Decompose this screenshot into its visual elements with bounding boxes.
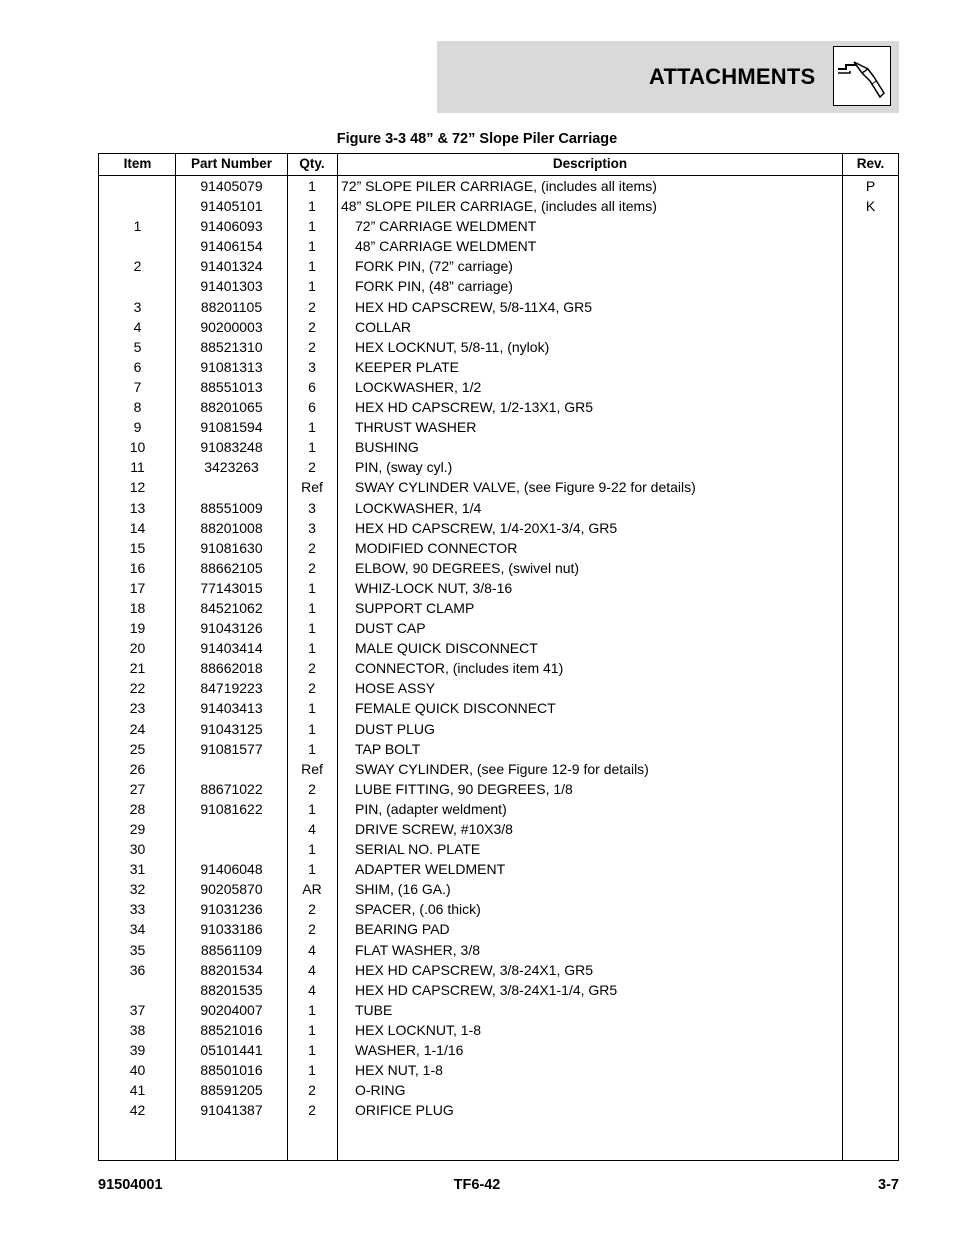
- table-row: [99, 417, 898, 437]
- qty-cell: 4: [308, 961, 316, 978]
- part-number-cell: 91406048: [200, 861, 263, 878]
- qty-cell: 1: [308, 599, 316, 616]
- qty-cell: 1: [308, 278, 316, 295]
- item-cell: 14: [129, 519, 146, 536]
- qty-cell: 1: [308, 620, 316, 637]
- part-number-cell: 88521310: [200, 338, 263, 355]
- qty-cell: 1: [308, 218, 316, 235]
- qty-cell: 1: [308, 198, 316, 215]
- description-cell: FORK PIN, (48” carriage): [355, 278, 513, 295]
- table-row: [99, 779, 898, 799]
- table-row: [99, 236, 898, 256]
- item-cell: 11: [130, 459, 145, 476]
- description-cell: WHIZ-LOCK NUT, 3/8-16: [355, 579, 513, 596]
- description-cell: SERIAL NO. PLATE: [355, 841, 481, 858]
- qty-cell: 1: [308, 1001, 316, 1018]
- table-row: [99, 377, 898, 397]
- footer-page-number: 3-7: [878, 1177, 899, 1193]
- item-cell: 2: [133, 258, 142, 275]
- qty-cell: 2: [308, 780, 316, 797]
- table-row: [99, 317, 898, 337]
- item-cell: 23: [129, 700, 146, 717]
- item-cell: 13: [129, 499, 146, 516]
- part-number-cell: 88662018: [200, 660, 263, 677]
- rev-cell: K: [865, 198, 876, 215]
- table-row: [99, 457, 898, 477]
- qty-cell: 1: [308, 720, 316, 737]
- qty-cell: 2: [308, 559, 316, 576]
- qty-cell: Ref: [301, 760, 323, 777]
- table-row: [99, 960, 898, 980]
- description-cell: HEX HD CAPSCREW, 1/2-13X1, GR5: [355, 399, 594, 416]
- column-header-rev: Rev.: [856, 156, 885, 171]
- description-cell: 72” SLOPE PILER CARRIAGE, (includes all items): [341, 178, 657, 194]
- rev-cell: P: [865, 178, 876, 194]
- figure-title: Figure 3-3 48” & 72” Slope Piler Carriage: [336, 131, 618, 147]
- item-cell: 30: [129, 841, 146, 858]
- description-cell: LOCKWASHER, 1/4: [355, 499, 482, 516]
- item-cell: 39: [129, 1042, 146, 1059]
- description-cell: 72” CARRIAGE WELDMENT: [355, 218, 537, 235]
- table-row: [99, 558, 898, 578]
- description-cell: HEX LOCKNUT, 5/8-11, (nylok): [355, 338, 550, 355]
- qty-cell: 1: [308, 258, 316, 275]
- item-cell: 35: [129, 941, 146, 958]
- qty-cell: 2: [308, 1082, 316, 1099]
- item-cell: 22: [129, 680, 146, 697]
- qty-cell: 4: [308, 941, 316, 958]
- table-row: [99, 598, 898, 618]
- part-number-cell: 91033186: [200, 921, 263, 938]
- item-cell: 26: [129, 760, 146, 777]
- item-cell: 21: [129, 660, 146, 677]
- description-cell: 48” SLOPE PILER CARRIAGE, (includes all items): [341, 198, 657, 215]
- item-cell: 18: [129, 599, 146, 616]
- item-cell: 10: [129, 439, 146, 456]
- table-row: [99, 839, 898, 859]
- qty-cell: 1: [308, 238, 316, 255]
- item-cell: 29: [129, 821, 146, 837]
- qty-cell: 6: [308, 399, 316, 416]
- table-row: [99, 638, 898, 658]
- qty-cell: AR: [302, 881, 322, 898]
- qty-cell: 4: [308, 821, 316, 837]
- description-cell: MODIFIED CONNECTOR: [355, 539, 518, 556]
- item-cell: 1: [133, 218, 142, 235]
- qty-cell: 1: [308, 419, 316, 436]
- item-cell: 4: [133, 318, 142, 335]
- part-number-cell: 91041387: [200, 1102, 263, 1119]
- table-row: [99, 1040, 898, 1060]
- qty-cell: 2: [308, 338, 316, 355]
- table-row: [99, 1100, 898, 1120]
- qty-cell: 3: [308, 519, 316, 536]
- part-number-cell: 91043126: [200, 620, 263, 637]
- part-number-cell: 91083248: [200, 439, 263, 456]
- table-row: [99, 196, 898, 216]
- part-number-cell: 77143015: [200, 579, 263, 596]
- part-number-cell: 91403414: [200, 640, 263, 657]
- part-number-cell: 91401324: [200, 258, 263, 275]
- qty-cell: 1: [308, 861, 316, 878]
- table-row: [99, 739, 898, 759]
- description-cell: FLAT WASHER, 3/8: [355, 941, 480, 958]
- section-header: [437, 41, 899, 113]
- item-cell: 40: [129, 1062, 146, 1079]
- qty-cell: 2: [308, 459, 316, 476]
- item-cell: 8: [133, 399, 142, 416]
- description-cell: BUSHING: [355, 439, 419, 456]
- item-cell: 28: [129, 800, 146, 817]
- description-cell: BEARING PAD: [355, 921, 450, 938]
- table-row: [99, 397, 898, 417]
- qty-cell: 1: [308, 1042, 316, 1059]
- description-cell: ORIFICE PLUG: [355, 1102, 454, 1119]
- item-cell: 12: [129, 479, 146, 496]
- table-row: [99, 578, 898, 598]
- item-cell: 34: [129, 921, 146, 938]
- description-cell: HOSE ASSY: [355, 680, 436, 697]
- part-number-cell: 84719223: [200, 680, 263, 697]
- description-cell: THRUST WASHER: [355, 419, 477, 436]
- description-cell: HEX LOCKNUT, 1-8: [355, 1021, 482, 1038]
- description-cell: SWAY CYLINDER VALVE, (see Figure 9-22 for details): [355, 479, 696, 496]
- description-cell: LOCKWASHER, 1/2: [355, 378, 482, 395]
- description-cell: O-RING: [355, 1082, 406, 1099]
- item-cell: 7: [133, 378, 142, 395]
- table-row: [99, 698, 898, 718]
- table-row: [99, 256, 898, 276]
- part-number-cell: 91406154: [200, 238, 263, 255]
- description-cell: FEMALE QUICK DISCONNECT: [355, 700, 556, 717]
- table-row: [99, 719, 898, 739]
- item-cell: 15: [129, 539, 146, 556]
- part-number-cell: 88521016: [200, 1021, 263, 1038]
- table-row: [99, 759, 898, 779]
- table-row: [99, 437, 898, 457]
- part-number-cell: 91081313: [200, 358, 263, 375]
- item-cell: 9: [133, 419, 142, 436]
- table-row: [99, 1060, 898, 1080]
- part-number-cell: 91405079: [200, 178, 263, 194]
- qty-cell: 1: [308, 579, 316, 596]
- table-row: [99, 498, 898, 518]
- qty-cell: 1: [308, 640, 316, 657]
- qty-cell: 3: [308, 358, 316, 375]
- description-cell: SWAY CYLINDER, (see Figure 12-9 for details): [355, 760, 649, 777]
- part-number-cell: 90200003: [200, 318, 263, 335]
- table-row: [99, 678, 898, 698]
- part-number-cell: 88662105: [200, 559, 263, 576]
- part-number-cell: 90205870: [200, 881, 263, 898]
- qty-cell: 1: [308, 700, 316, 717]
- qty-cell: 1: [308, 800, 316, 817]
- footer-model: TF6-42: [453, 1177, 501, 1193]
- footer-document-number: 91504001: [98, 1177, 163, 1193]
- qty-cell: 2: [308, 1102, 316, 1119]
- table-row: [99, 859, 898, 879]
- qty-cell: 2: [308, 921, 316, 938]
- description-cell: SPACER, (.06 thick): [355, 901, 481, 918]
- description-cell: PIN, (sway cyl.): [355, 459, 453, 476]
- description-cell: ELBOW, 90 DEGREES, (swivel nut): [355, 559, 580, 576]
- table-row: [99, 799, 898, 819]
- description-cell: HEX HD CAPSCREW, 1/4-20X1-3/4, GR5: [355, 519, 618, 536]
- table-row: [99, 1080, 898, 1100]
- description-cell: HEX HD CAPSCREW, 3/8-24X1-1/4, GR5: [355, 981, 618, 998]
- table-row: [99, 1000, 898, 1020]
- qty-cell: 1: [308, 178, 316, 194]
- item-cell: 32: [129, 881, 146, 898]
- part-number-cell: 84521062: [200, 599, 263, 616]
- part-number-cell: 91405101: [200, 198, 263, 215]
- item-cell: 19: [129, 620, 146, 637]
- table-row: [99, 216, 898, 236]
- item-cell: 38: [129, 1021, 146, 1038]
- welding-torch-icon: [833, 46, 891, 106]
- description-cell: COLLAR: [355, 318, 412, 335]
- part-number-cell: 90204007: [200, 1001, 263, 1018]
- part-number-cell: 91081630: [200, 539, 263, 556]
- part-number-cell: 88201534: [200, 961, 263, 978]
- description-cell: TUBE: [355, 1001, 393, 1018]
- description-cell: WASHER, 1-1/16: [355, 1042, 464, 1059]
- part-number-cell: 88201065: [200, 399, 263, 416]
- item-cell: 36: [129, 961, 146, 978]
- description-cell: ADAPTER WELDMENT: [355, 861, 506, 878]
- item-cell: 33: [129, 901, 146, 918]
- qty-cell: 2: [308, 660, 316, 677]
- table-row: [99, 980, 898, 1000]
- column-header-qty: Qty.: [299, 156, 325, 171]
- description-cell: HEX HD CAPSCREW, 3/8-24X1, GR5: [355, 961, 594, 978]
- table-row: [99, 477, 898, 497]
- item-cell: 24: [129, 720, 146, 737]
- qty-cell: 6: [308, 378, 316, 395]
- table-row: [99, 337, 898, 357]
- description-cell: SUPPORT CLAMP: [355, 599, 475, 616]
- item-cell: 20: [129, 640, 146, 657]
- qty-cell: 2: [308, 318, 316, 335]
- qty-cell: 4: [308, 981, 316, 998]
- table-row: [99, 919, 898, 939]
- table-row: [99, 879, 898, 899]
- qty-cell: Ref: [301, 479, 323, 496]
- qty-cell: 2: [308, 539, 316, 556]
- item-cell: 41: [129, 1082, 146, 1099]
- table-row: [99, 518, 898, 538]
- qty-cell: 1: [308, 841, 316, 858]
- qty-cell: 3: [308, 499, 316, 516]
- table-row: [99, 940, 898, 960]
- item-cell: 5: [133, 338, 142, 355]
- column-header-item: Item: [123, 156, 152, 171]
- description-cell: FORK PIN, (72” carriage): [355, 258, 513, 275]
- item-cell: 37: [129, 1001, 146, 1018]
- part-number-cell: 88201535: [200, 981, 263, 998]
- item-cell: 16: [129, 559, 146, 576]
- qty-cell: 2: [308, 298, 316, 315]
- item-cell: 25: [129, 740, 146, 757]
- description-cell: SHIM, (16 GA.): [355, 881, 451, 898]
- description-cell: DUST CAP: [355, 620, 426, 637]
- description-cell: TAP BOLT: [355, 740, 421, 757]
- part-number-cell: 88551013: [200, 378, 263, 395]
- item-cell: 42: [129, 1102, 146, 1119]
- description-cell: HEX HD CAPSCREW, 5/8-11X4, GR5: [355, 298, 593, 315]
- parts-table: [98, 153, 899, 1161]
- description-cell: DUST PLUG: [355, 720, 435, 737]
- table-row: [99, 1020, 898, 1040]
- part-number-cell: 91401303: [200, 278, 263, 295]
- table-row: [99, 297, 898, 317]
- qty-cell: 1: [308, 1062, 316, 1079]
- description-cell: CONNECTOR, (includes item 41): [355, 660, 564, 677]
- part-number-cell: 91403413: [200, 700, 263, 717]
- part-number-cell: 91043125: [200, 720, 263, 737]
- part-number-cell: 91406093: [200, 218, 263, 235]
- table-body: [99, 176, 898, 1120]
- qty-cell: 2: [308, 901, 316, 918]
- qty-cell: 2: [308, 680, 316, 697]
- column-header-description: Description: [552, 156, 628, 171]
- description-cell: 48” CARRIAGE WELDMENT: [355, 238, 537, 255]
- table-row: [99, 538, 898, 558]
- item-cell: 6: [133, 358, 142, 375]
- item-cell: 31: [129, 861, 146, 878]
- table-header: [99, 154, 898, 176]
- qty-cell: 1: [308, 1021, 316, 1038]
- part-number-cell: 88671022: [200, 780, 263, 797]
- description-cell: DRIVE SCREW, #10X3/8: [355, 821, 513, 837]
- description-cell: HEX NUT, 1-8: [355, 1062, 443, 1079]
- table-row: [99, 618, 898, 638]
- part-number-cell: 91081577: [200, 740, 263, 757]
- section-title: ATTACHMENTS: [649, 64, 816, 89]
- table-row: [99, 176, 898, 196]
- description-cell: PIN, (adapter weldment): [355, 800, 507, 817]
- part-number-cell: 88201008: [200, 519, 263, 536]
- part-number-cell: 88501016: [200, 1062, 263, 1079]
- item-cell: 3: [133, 298, 142, 315]
- part-number-cell: 91031236: [200, 901, 263, 918]
- description-cell: MALE QUICK DISCONNECT: [355, 640, 538, 657]
- part-number-cell: 91081594: [200, 419, 263, 436]
- table-row: [99, 819, 898, 839]
- qty-cell: 1: [308, 740, 316, 757]
- table-row: [99, 658, 898, 678]
- table-row: [99, 899, 898, 919]
- part-number-cell: 3423263: [204, 459, 259, 476]
- table-row: [99, 276, 898, 296]
- part-number-cell: 05101441: [200, 1042, 263, 1059]
- item-cell: 27: [129, 780, 146, 797]
- item-cell: 17: [129, 579, 146, 596]
- part-number-cell: 88591205: [200, 1082, 263, 1099]
- table-row: [99, 357, 898, 377]
- column-header-part-number: Part Number: [190, 156, 273, 171]
- description-cell: LUBE FITTING, 90 DEGREES, 1/8: [355, 780, 573, 797]
- part-number-cell: 88551009: [200, 499, 263, 516]
- part-number-cell: 88561109: [200, 941, 263, 958]
- part-number-cell: 88201105: [200, 298, 263, 315]
- part-number-cell: 91081622: [200, 800, 263, 817]
- description-cell: KEEPER PLATE: [355, 358, 460, 375]
- qty-cell: 1: [308, 439, 316, 456]
